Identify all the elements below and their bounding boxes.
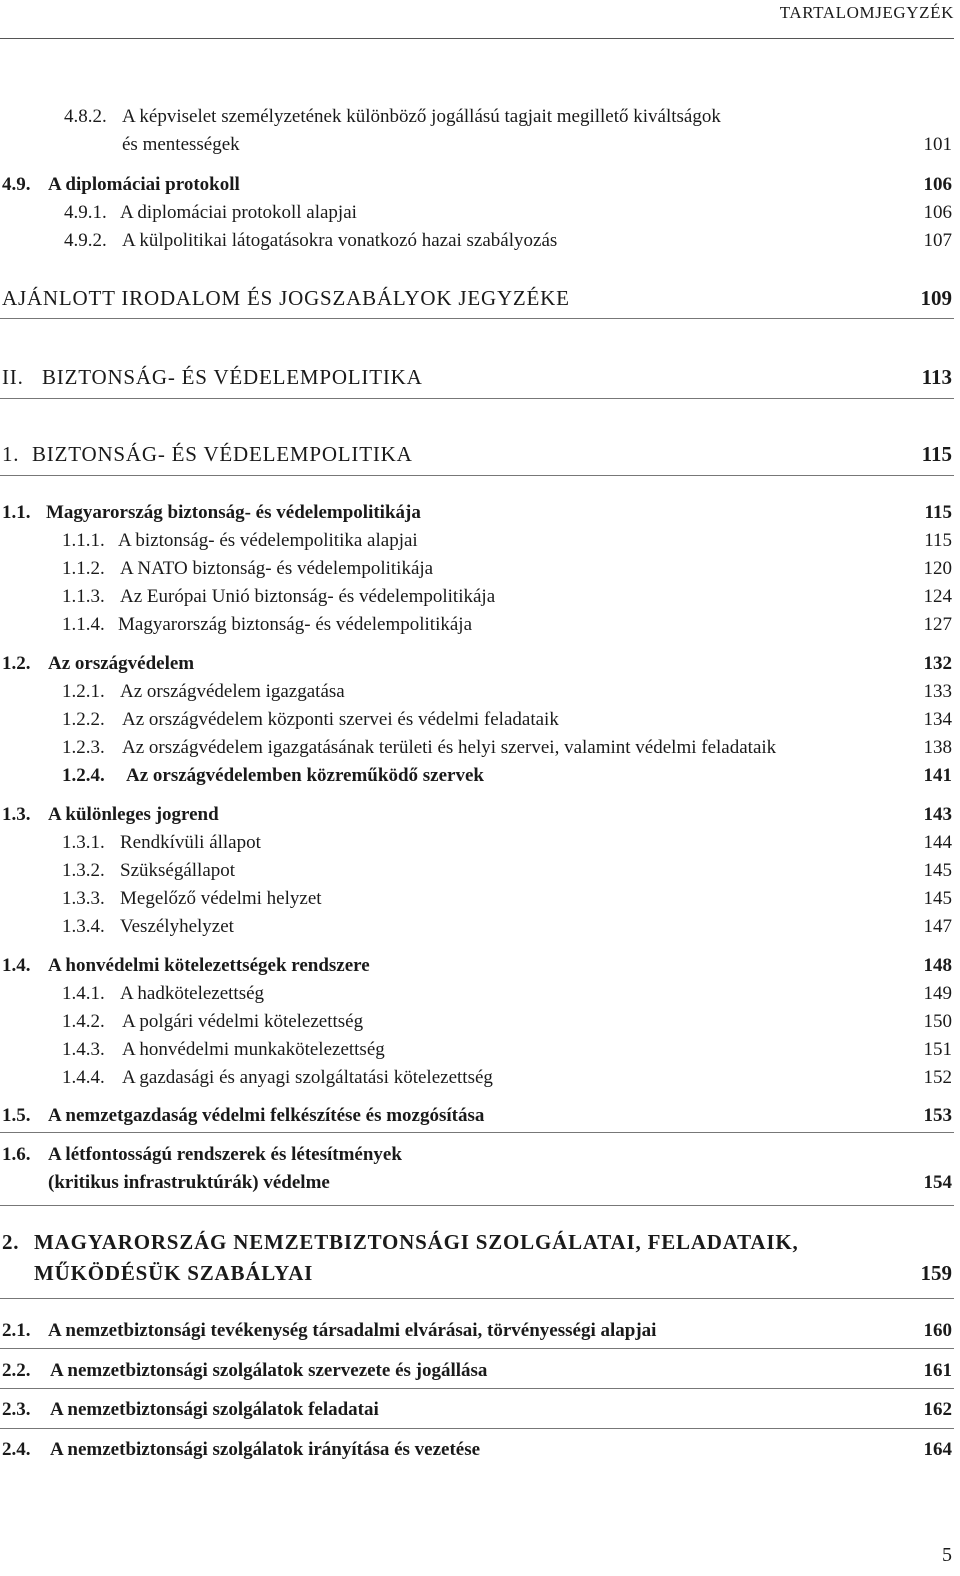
toc-entry-number: 1.2.4. — [62, 765, 105, 786]
toc-entry-page: 145 — [923, 860, 952, 881]
toc-entry-title: A nemzetbiztonsági szolgálatok irányítása és vezetése — [50, 1439, 481, 1460]
toc-entry-number: 2.2. — [2, 1360, 31, 1381]
toc-entry-title: Az országvédelem központi szervei és védelmi feladataik — [122, 709, 559, 730]
toc-entry-page: 138 — [923, 737, 952, 758]
toc-entry-number: 1.3.1. — [62, 832, 105, 853]
toc-entry-page: 127 — [923, 614, 952, 635]
toc-entry[interactable] — [0, 802, 952, 828]
toc-entry[interactable] — [0, 1009, 952, 1035]
toc-entry-page: 164 — [923, 1439, 952, 1460]
toc-entry[interactable] — [0, 858, 952, 884]
toc-entry-number: 1.3. — [2, 804, 31, 825]
toc-entry-page: 132 — [923, 653, 952, 674]
toc-entry[interactable] — [0, 735, 952, 761]
toc-entry-page: 152 — [923, 1067, 952, 1088]
toc-entry[interactable] — [0, 172, 952, 198]
toc-entry-number: 1.1.3. — [62, 586, 105, 607]
toc-entry-title: Rendkívüli állapot — [120, 832, 261, 853]
toc-entry-title: A létfontosságú rendszerek és létesítmények — [48, 1144, 402, 1165]
toc-entry[interactable] — [0, 830, 952, 856]
toc-entry-title: A honvédelmi munkakötelezettség — [122, 1039, 385, 1060]
toc-entry-number: 1.2.3. — [62, 737, 105, 758]
toc-entry-page: 109 — [920, 286, 952, 310]
toc-entry-page: 115 — [924, 530, 952, 551]
toc-entry-page: 134 — [923, 709, 952, 730]
toc-entry[interactable] — [0, 1318, 952, 1344]
toc-entry[interactable] — [0, 285, 952, 311]
toc-entry-page: 151 — [923, 1039, 952, 1060]
running-header: TARTALOMJEGYZÉK — [779, 3, 954, 22]
toc-entry[interactable] — [0, 679, 952, 705]
toc-entry-number: 1.4. — [2, 955, 31, 976]
section-rule — [0, 1132, 954, 1133]
toc-entry-page: 133 — [923, 681, 952, 702]
toc-entry-title: Az országvédelem igazgatása — [120, 681, 345, 702]
toc-entry[interactable] — [0, 556, 952, 582]
toc-entry-number: 1.4.1. — [62, 983, 105, 1004]
toc-entry-number: 2.1. — [2, 1320, 31, 1341]
toc-entry-page: 120 — [923, 558, 952, 579]
toc-entry[interactable] — [0, 707, 952, 733]
toc-entry-number: 1.5. — [2, 1105, 31, 1126]
toc-entry-number: 1.1. — [2, 502, 31, 523]
section-rule — [0, 1205, 954, 1206]
toc-entry-page: 147 — [923, 916, 952, 937]
section-rule — [0, 318, 954, 319]
toc-entry[interactable] — [0, 1358, 952, 1384]
toc-entry-title: BIZTONSÁG- ÉS VÉDELEMPOLITIKA — [32, 442, 413, 466]
toc-entry-title: A honvédelmi kötelezettségek rendszere — [48, 955, 370, 976]
toc-entry-title: A gazdasági és anyagi szolgáltatási kötelezettség — [122, 1067, 493, 1088]
toc-entry-page: 145 — [923, 888, 952, 909]
toc-entry-page: 160 — [923, 1320, 952, 1341]
toc-entry-title: Az országvédelemben közreműködő szervek — [126, 765, 484, 786]
toc-entry-title: Megelőző védelmi helyzet — [120, 888, 322, 909]
toc-entry-number: 2.4. — [2, 1439, 31, 1460]
toc-entry[interactable] — [0, 1229, 952, 1286]
toc-entry[interactable] — [0, 1037, 952, 1063]
toc-entry-page: 161 — [923, 1360, 952, 1381]
toc-entry-page: 115 — [924, 502, 952, 523]
toc-entry-number: 1.2.2. — [62, 709, 105, 730]
toc-entry-number: 4.9.2. — [64, 230, 107, 251]
toc-entry-number: 4.9. — [2, 174, 31, 195]
toc-entry-number: 1.3.4. — [62, 916, 105, 937]
toc-entry-number: 1.2. — [2, 653, 31, 674]
toc-entry-page: 113 — [921, 365, 952, 389]
toc-entry-page: 154 — [923, 1172, 952, 1193]
toc-entry[interactable] — [0, 914, 952, 940]
toc-entry-number: 1.4.2. — [62, 1011, 105, 1032]
toc-entry-title: A képviselet személyzetének különböző jogállású tagjait megillető kiváltságok — [122, 106, 721, 127]
toc-entry-title-continued: és mentességek — [122, 134, 240, 155]
toc-entry-number: 4.8.2. — [64, 106, 107, 127]
toc-entry[interactable] — [0, 528, 952, 554]
toc-entry-page: 162 — [923, 1399, 952, 1420]
toc-entry[interactable] — [0, 500, 952, 526]
toc-entry[interactable] — [0, 441, 952, 467]
toc-entry-page: 148 — [923, 955, 952, 976]
toc-entry-number: 1.1.2. — [62, 558, 105, 579]
toc-entry-page: 124 — [923, 586, 952, 607]
section-rule — [0, 1428, 954, 1429]
toc-entry-number: 1. — [2, 442, 20, 466]
toc-entry-title: MAGYARORSZÁG NEMZETBIZTONSÁGI SZOLGÁLATAI, FELADATAIK, — [34, 1230, 799, 1254]
toc-entry[interactable] — [0, 886, 952, 912]
toc-entry-title: Az országvédelem — [48, 653, 195, 674]
toc-entry-page: 150 — [923, 1011, 952, 1032]
toc-entry-title: A nemzetbiztonsági szolgálatok feladatai — [50, 1399, 379, 1420]
toc-entry-title: AJÁNLOTT IRODALOM ÉS JOGSZABÁLYOK JEGYZÉKE — [2, 286, 570, 310]
toc-entry-number: 1.2.1. — [62, 681, 105, 702]
toc-entry[interactable] — [0, 1437, 952, 1463]
toc-entry-number: 1.6. — [2, 1144, 31, 1165]
section-rule — [0, 1348, 954, 1349]
toc-entry[interactable] — [0, 981, 952, 1007]
toc-entry-title: A NATO biztonság- és védelempolitikája — [120, 558, 434, 579]
toc-entry-number: 1.4.3. — [62, 1039, 105, 1060]
toc-entry-title: Az Európai Unió biztonság- és védelempolitikája — [120, 586, 496, 607]
toc-entry-title: A külpolitikai látogatásokra vonatkozó hazai szabályozás — [122, 230, 558, 251]
toc-entry-title: A nemzetbiztonsági szolgálatok szervezete és jogállása — [50, 1360, 488, 1381]
toc-entry-title: Veszélyhelyzet — [120, 916, 234, 937]
toc-entry[interactable] — [0, 763, 952, 789]
section-rule — [0, 475, 954, 476]
toc-entry-title: A polgári védelmi kötelezettség — [122, 1011, 364, 1032]
toc-entry-number: 1.1.4. — [62, 614, 105, 635]
toc-entry-title: Magyarország biztonság- és védelempolitikája — [118, 614, 473, 635]
section-rule — [0, 1298, 954, 1299]
toc-entry-page: 107 — [923, 230, 952, 251]
toc-entry-title: A diplomáciai protokoll — [48, 174, 240, 195]
toc-entry-number: 2.3. — [2, 1399, 31, 1420]
toc-entry[interactable] — [0, 1065, 952, 1091]
toc-entry-page: 115 — [921, 442, 952, 466]
page-number: 5 — [942, 1544, 952, 1566]
section-rule — [0, 398, 954, 399]
toc-entry-title: A diplomáciai protokoll alapjai — [120, 202, 357, 223]
toc-entry-page: 143 — [923, 804, 952, 825]
toc-entry-number: 1.3.2. — [62, 860, 105, 881]
toc-entry-title: Az országvédelem igazgatásának területi és helyi szervei, valamint védelmi feladataik — [122, 737, 777, 758]
toc-entry[interactable] — [0, 364, 952, 390]
toc-entry[interactable] — [0, 228, 952, 254]
toc-entry[interactable] — [0, 1397, 952, 1423]
toc-entry[interactable] — [0, 612, 952, 638]
toc-entry-page: 153 — [923, 1105, 952, 1126]
toc-entry-page: 149 — [923, 983, 952, 1004]
section-rule — [0, 1388, 954, 1389]
toc-entry-title: A hadkötelezettség — [120, 983, 265, 1004]
toc-entry-number: 1.1.1. — [62, 530, 105, 551]
toc-entry-page: 101 — [923, 134, 952, 155]
toc-entry-title: Szükségállapot — [120, 860, 236, 881]
toc-entry[interactable] — [0, 584, 952, 610]
toc-entry[interactable] — [0, 200, 952, 226]
toc-entry[interactable] — [0, 1142, 952, 1196]
toc-entry-title: BIZTONSÁG- ÉS VÉDELEMPOLITIKA — [42, 365, 423, 389]
toc-entry-title: A biztonság- és védelempolitika alapjai — [118, 530, 418, 551]
toc-entry-title: A nemzetbiztonsági tevékenység társadalmi elvárásai, törvényességi alapjai — [48, 1320, 657, 1341]
toc-entry-number: 1.3.3. — [62, 888, 105, 909]
toc-entry-number: 1.4.4. — [62, 1067, 105, 1088]
header-rule — [0, 38, 954, 39]
toc-entry[interactable] — [0, 651, 952, 677]
toc-entry-page: 141 — [923, 765, 952, 786]
toc-entry-title-continued: (kritikus infrastruktúrák) védelme — [48, 1172, 330, 1193]
toc-entry-number: 4.9.1. — [64, 202, 107, 223]
toc-entry-page: 106 — [923, 174, 952, 195]
toc-entry-page: 159 — [920, 1261, 952, 1285]
toc-entry-page: 106 — [923, 202, 952, 223]
toc-entry[interactable] — [0, 953, 952, 979]
toc-entry[interactable] — [0, 104, 952, 158]
toc-entry-number: II. — [2, 365, 24, 389]
toc-entry-title-continued: MŰKÖDÉSÜK SZABÁLYAI — [34, 1261, 314, 1285]
toc-entry-title: A nemzetgazdaság védelmi felkészítése és mozgósítása — [48, 1105, 485, 1126]
toc-entry-page: 144 — [923, 832, 952, 853]
toc-entry-number: 2. — [2, 1230, 20, 1254]
toc-entry-title: Magyarország biztonság- és védelempolitikája — [46, 502, 421, 523]
toc-entry[interactable] — [0, 1103, 952, 1129]
toc-entry-title: A különleges jogrend — [48, 804, 219, 825]
